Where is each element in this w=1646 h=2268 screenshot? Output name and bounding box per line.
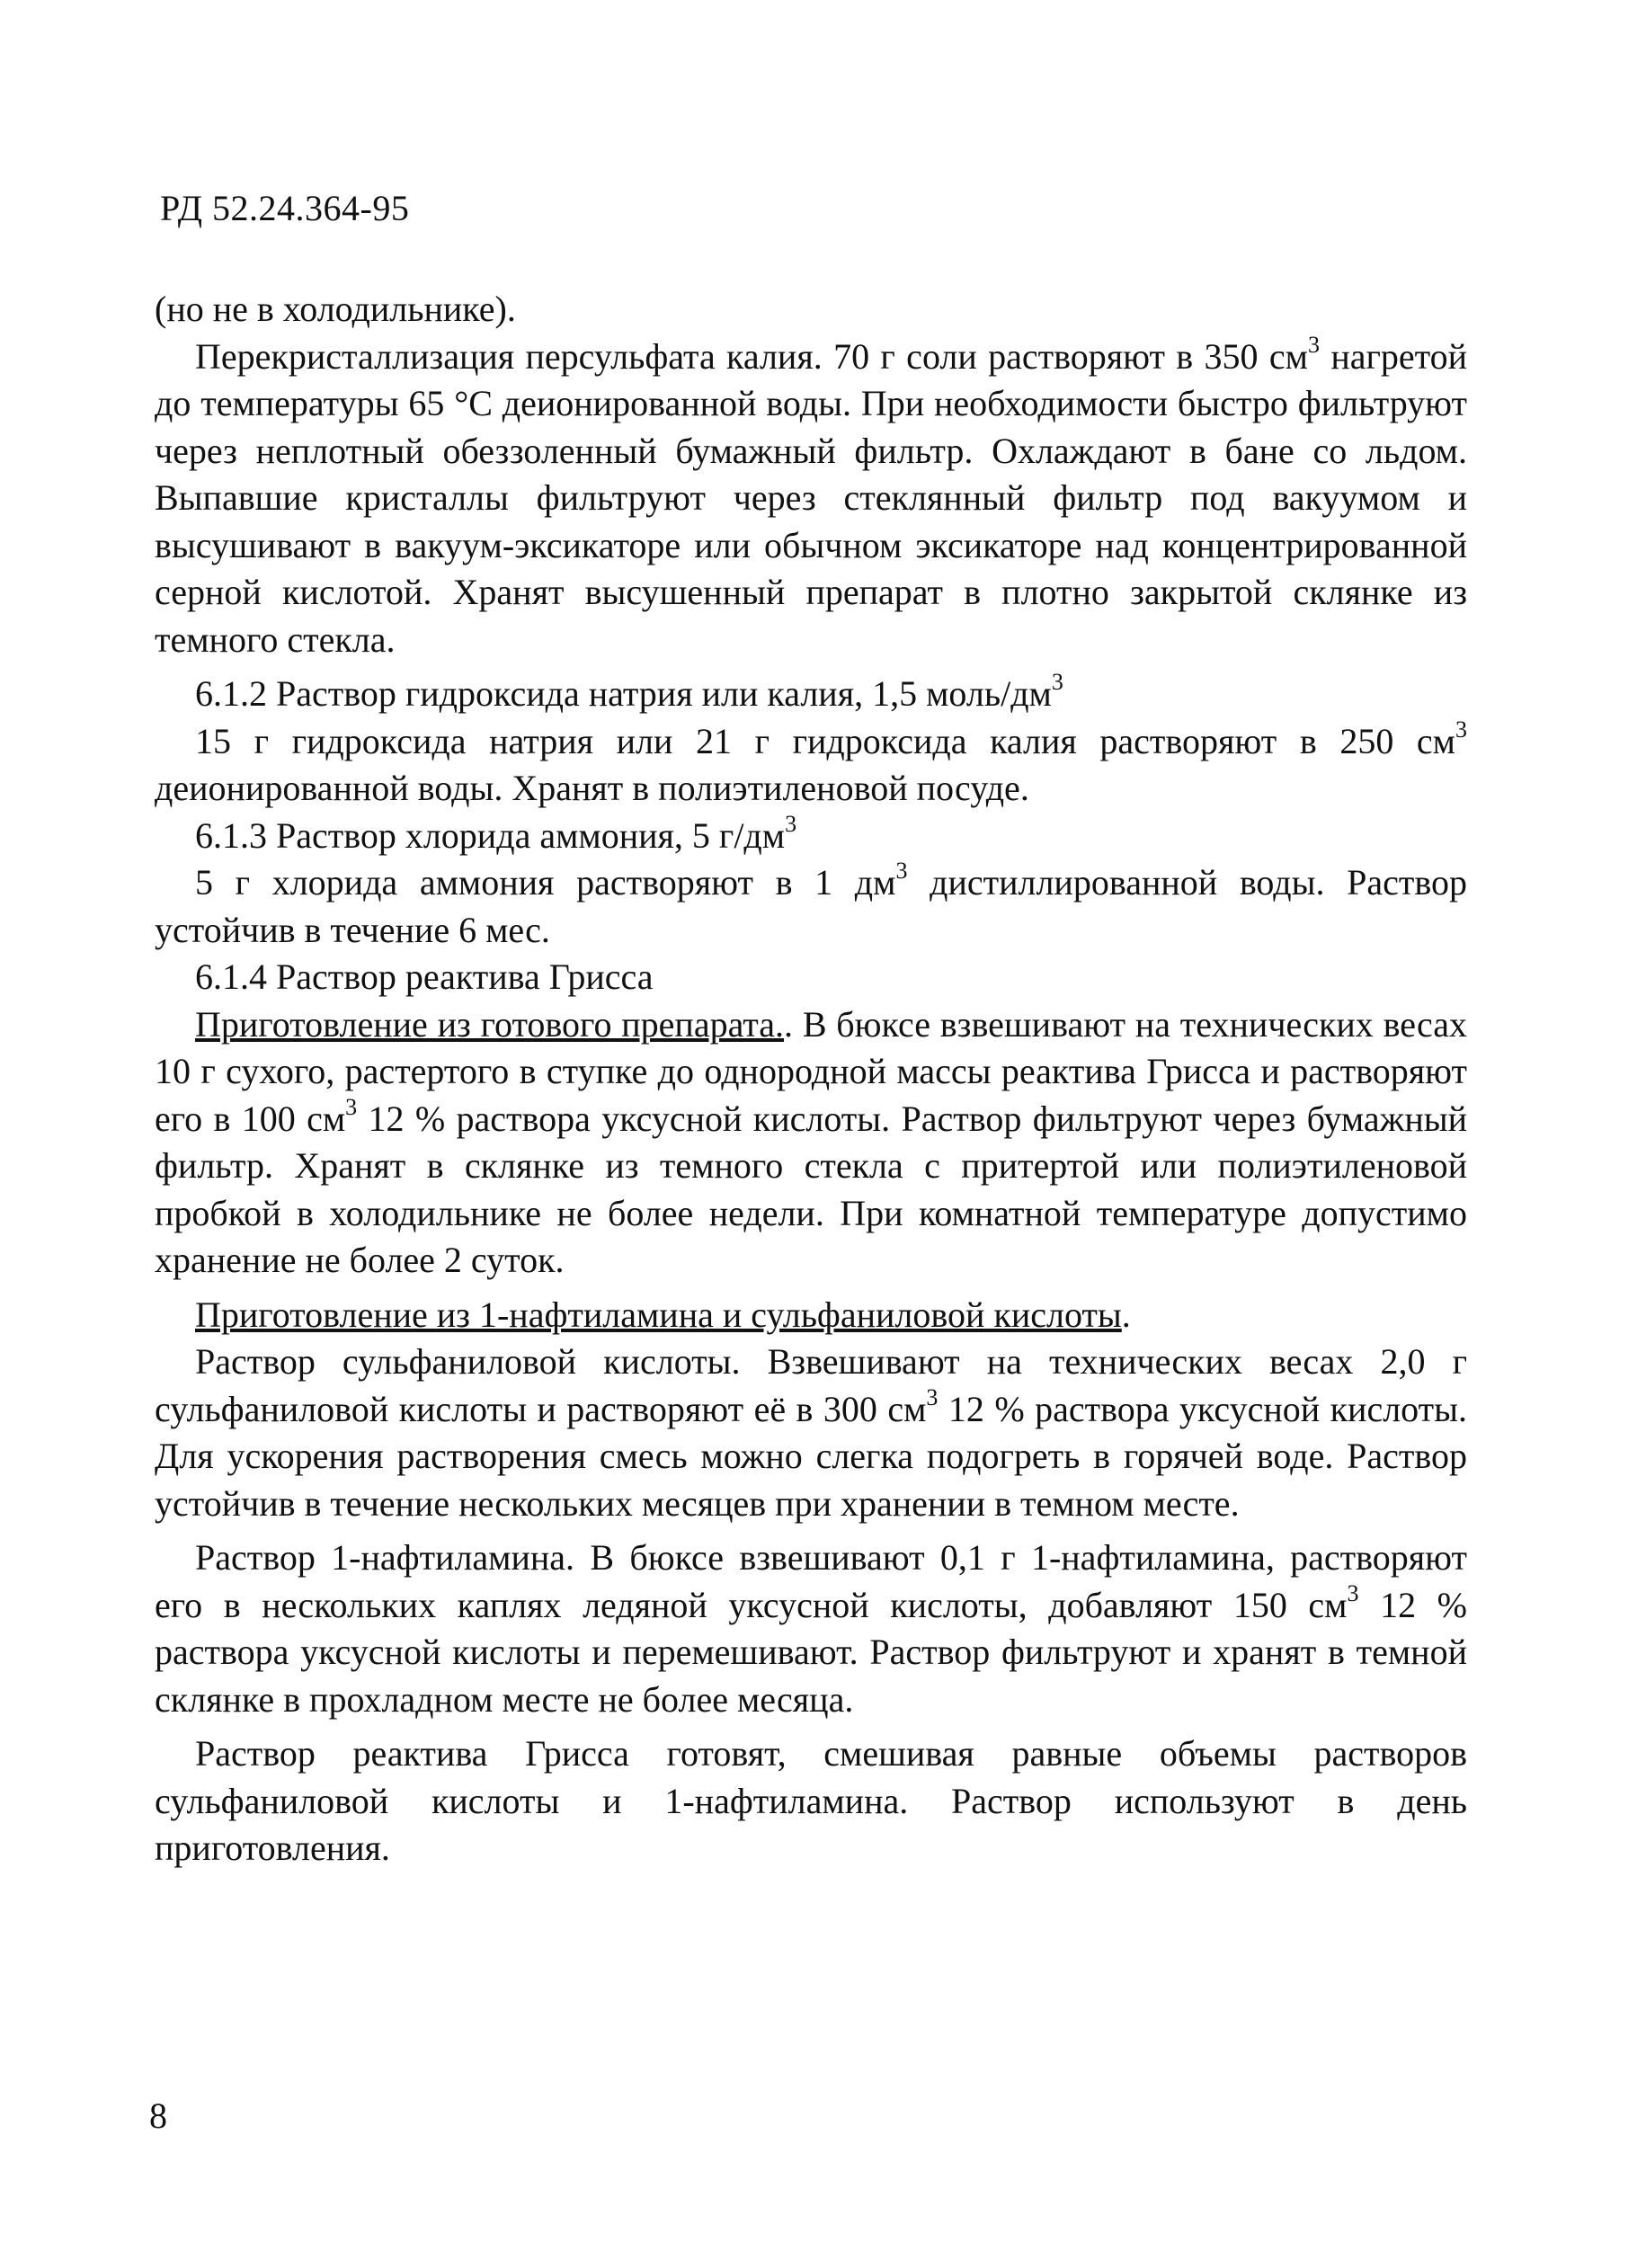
section-heading-6-1-4: 6.1.4 Раствор реактива Грисса: [195, 956, 654, 997]
document-body: [155, 286, 1467, 1872]
underlined-subheading: Приготовление из 1-нафтиламина и сульфаниловой кислоты: [195, 1294, 1122, 1335]
paragraph-subheading-naphthylamine: Приготовление из 1-нафтиламина и сульфаниловой кислоты.: [195, 1294, 1131, 1335]
paragraph-ammonium-chloride: 5 г хлорида аммония растворяют в 1 $дм^3$ дистиллированной воды. Раствор устойчив в течение 6 мес.: [155, 858, 1468, 950]
document-code: РД 52.24.364-95: [160, 188, 410, 228]
paragraph-sulfanilic-acid: Раствор сульфаниловой кислоты. Взвешивают на технических весах 2,0 г сульфаниловой кислоты и растворяют её в 300 $см^3$ 12 % раствора уксусной кислоты. Для ускорения растворения смесь можно слегка подогреть в горячей воде. Раствор устойчив в течение нескольких месяцев при хранении в темном месте.: [155, 1341, 1467, 1524]
section-heading-6-1-2: 6.1.2 Раствор гидроксида натрия или калия, 1,5 моль/$дм^3$: [195, 669, 1063, 714]
paragraph-griess-reagent: Раствор реактива Грисса готовят, смешивая равные объемы растворов сульфаниловой кислоты и 1-нафтиламина. Раствор используют в день приготовления.: [155, 1733, 1467, 1868]
paragraph-continuation: (но не в холодильнике).: [155, 289, 516, 329]
underlined-subheading: Приготовление из готового препарата.: [195, 1003, 785, 1045]
paragraph-recrystallization: Перекристаллизация персульфата калия. 70 г соли растворяют в 350 $см^3$ нагретой до температуры 65 °С деионированной воды. При необходимости быстро фильтруют через неплотный обеззоленный бумажный фильтр. Охлаждают в бане со льдом. Выпавшие кристаллы фильтруют через стеклянный фильтр под вакуумом и высушивают в вакуум-эксикаторе или обычном эксикаторе над концентрированной серной кислотой. Хранят высушенный препарат в плотно закрытой склянке из темного стекла.: [155, 331, 1467, 660]
section-heading-6-1-3: 6.1.3 Раствор хлорида аммония, 5 $г/дм^3$: [195, 810, 797, 856]
page-number: 8: [149, 2095, 167, 2136]
paragraph-ready-preparation: Приготовление из готового препарата.. В бюксе взвешивают на технических весах 10 г сухого, растертого в ступке до однородной массы реактива Грисса и растворяют его в 100 $см^3$ 12 % раствора уксусной кислоты. Раствор фильтруют через бумажный фильтр. Хранят в склянке из темного стекла с притертой или полиэтиленовой пробкой в холодильнике не более недели. При комнатной температуре допустимо хранение не более 2 суток.: [155, 1003, 1467, 1280]
paragraph-hydroxide: 15 г гидроксида натрия или 21 г гидроксида калия растворяют в 250 $см^3$ деионированной воды. Хранят в полиэтиленовой посуде.: [155, 716, 1467, 808]
paragraph-naphthylamine: Раствор 1-нафтиламина. В бюксе взвешивают 0,1 г 1-нафтиламина, растворяют его в нескольких каплях ледяной уксусной кислоты, добавляют 150 $см^3$ 12 % раствора уксусной кислоты и перемешивают. Раствор фильтруют и хранят в темной склянке в прохладном месте не более месяца.: [155, 1537, 1467, 1720]
